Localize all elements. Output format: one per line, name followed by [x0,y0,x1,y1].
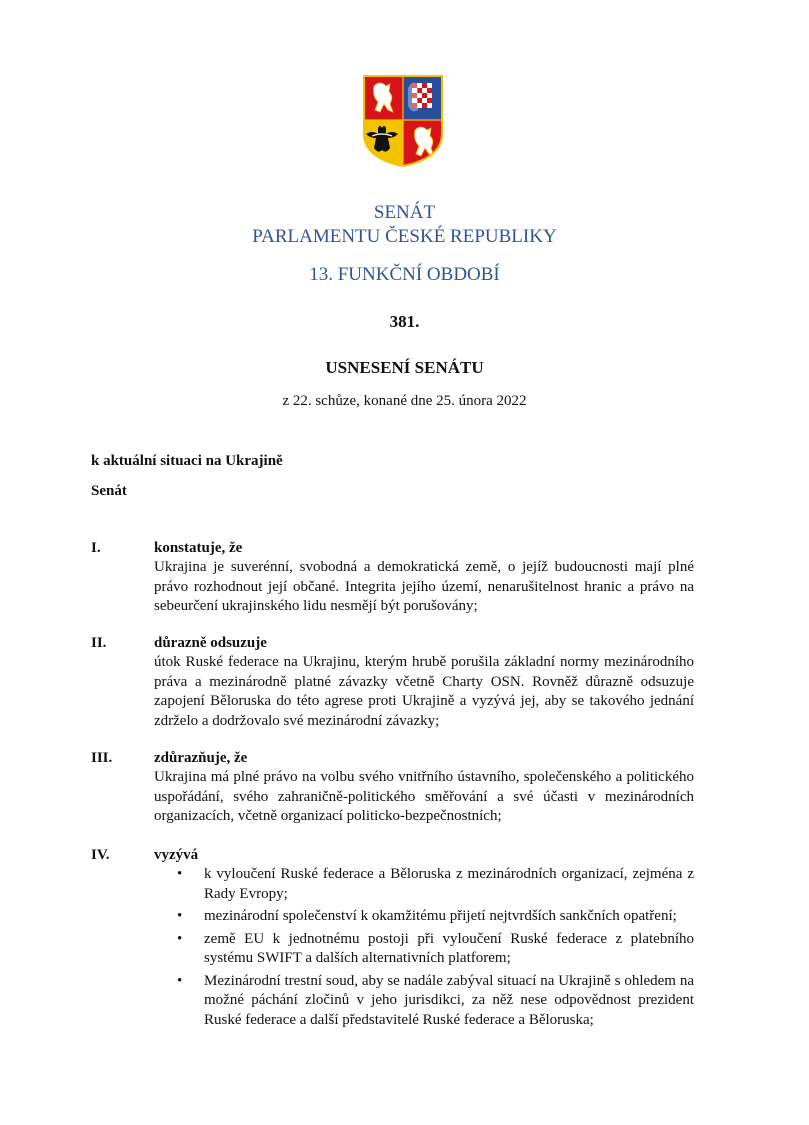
section-heading: konstatuje, že [154,540,243,556]
section-numeral: II. [91,635,107,651]
resolution-number: 381. [389,312,420,331]
list-item [154,865,694,904]
resolution-subject: k aktuální situaci na Ukrajině [91,453,283,469]
bullet-icon: • [177,908,183,924]
section-heading: vyzývá [154,847,199,863]
list-item [154,907,694,927]
bullet-icon: • [177,972,183,989]
demand-list [154,865,694,1033]
session-date: z 22. schůze, konané dne 25. února 2022 [282,393,527,409]
list-item-text: země EU k jednotnému postoji při vyloučení Ruské federace z platebního systému SWIFT a dalších alternativních platforem; [204,930,694,966]
list-item [154,972,694,1031]
section-body: útok Ruské federace na Ukrajinu, kterým hrubě porušila základní normy mezinárodního práva a mezinárodně platné závazky včetně Charty OSN. Rovněž důrazně odsuzuje zapojení Běloruska do této agrese proti Ukrajině a vyzývá jej, aby se takového jednání zdrželo a dodržovalo své mezinárodní závazky; [154,654,694,729]
czech-coat-of-arms-icon [362,74,444,168]
header-parliament: PARLAMENTU ČESKÉ REPUBLIKY [252,226,557,247]
bullet-icon: • [177,866,183,882]
list-item-text: Mezinárodní trestní soud, aby se nadále zabýval situací na Ukrajině s ohledem na možné páchání zločinů v jeho jurisdikci, za něž nese odpovědnost prezident Ruské federace a další představitelé Ruské federace a Běloruska; [204,972,694,1028]
section-body: Ukrajina má plné právo na volbu svého vnitřního ústavního, společenského a politického uspořádání, svého zahraničně-politického směřování a své účasti v mezinárodních organizacích, včetně organizací politicko-bezpečnostních; [154,769,694,824]
section-heading: důrazně odsuzuje [154,635,267,651]
list-item-text: mezinárodní společenství k okamžitému přijetí nejtvrdších sankčních opatření; [204,908,677,924]
section-numeral: I. [91,540,101,556]
list-item [154,930,694,969]
section-numeral: III. [91,750,113,766]
resolution-title: USNESENÍ SENÁTU [325,358,484,377]
header-senate: SENÁT [373,202,436,223]
section-body: Ukrajina je suverénní, svobodná a demokratická země, o jejíž budoucnosti mají plné právo rozhodnout její občané. Integrita jejího území, nenarušitelnost hranic a právo na sebeurčení ukrajinského lidu nesmějí být porušovány; [154,559,694,614]
section-heading: zdůrazňuje, že [154,750,248,766]
bullet-icon: • [177,930,183,947]
section-numeral: IV. [91,847,110,863]
header-term: 13. FUNKČNÍ OBDOBÍ [309,264,500,285]
resolution-actor: Senát [91,483,127,499]
list-item-text: k vyloučení Ruské federace a Běloruska z mezinárodních organizací, zejména z Rady Evropy; [204,866,694,902]
